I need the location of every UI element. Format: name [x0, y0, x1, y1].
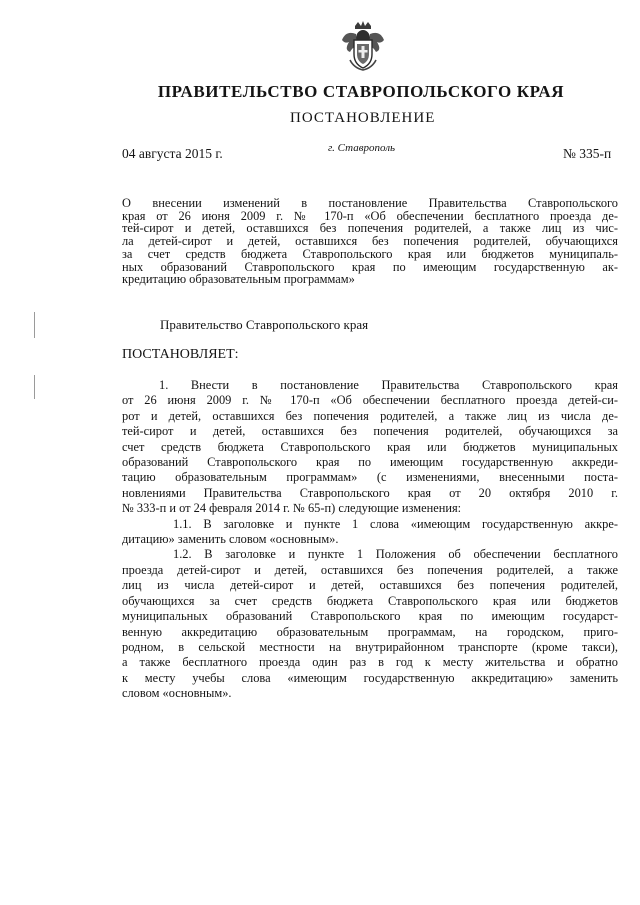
subject-line: за счет средств бюджета Ставропольского края или бюджетов муниципаль- [122, 246, 618, 261]
body-line: 1. Внести в постановление Правительства Ставропольского края [159, 378, 618, 392]
scan-margin-mark [34, 375, 35, 399]
body-line: от 26 июня 2009 г. № 170-п «Об обеспечении бесплатного проезда детей-си- [122, 393, 618, 408]
body-line: венную аккредитацию образовательным программам, на городском, приго- [122, 624, 618, 639]
decrees-heading: ПОСТАНОВЛЯЕТ: [122, 347, 239, 362]
subject-line: ных образований Ставропольского края по имеющим государственную ак- [122, 259, 618, 274]
body-line: рот и детей, оставшихся без попечения родителей, а также лиц из числа де- [122, 408, 618, 423]
government-title: ПРАВИТЕЛЬСТВО СТАВРОПОЛЬСКОГО КРАЯ [157, 82, 565, 101]
coat-of-arms-icon [340, 20, 386, 72]
body-line: тацию образовательным программам» (с изменениями, внесенными поста- [122, 470, 618, 485]
body-line: а также бесплатного проезда один раз в год к месту жительства и обратно [122, 655, 618, 670]
document-city: г. Ставрополь [328, 142, 396, 154]
subject-line: кредитацию образовательным программам» [122, 272, 355, 287]
subject-line: О внесении изменений в постановление Правительства Ставропольского [122, 196, 618, 210]
body-line: словом «основным». [122, 686, 232, 701]
body-line: 1.1. В заголовке и пункте 1 слова «имеющим государственную аккре- [173, 516, 618, 531]
body-line: новлениями Правительства Ставропольского края от 20 октября 2010 г. [122, 485, 618, 500]
body-line: родном, в сельской местности на внутрирайонном транспорте (кроме такси), [122, 639, 618, 654]
body-line: муниципальных образований Ставропольского края по имеющим государст- [122, 609, 618, 624]
body-line: к месту учебы слова «имеющим государственную аккредитацию» заменить [122, 670, 618, 685]
body-line: № 333-п и от 24 февраля 2014 г. № 65-п) следующие изменения: [122, 501, 462, 516]
document-type: ПОСТАНОВЛЕНИЕ [290, 110, 436, 126]
decree-body [122, 378, 618, 702]
body-line: проезда детей-сирот и детей, оставшихся без попечения родителей, а также [122, 562, 618, 577]
issuing-body: Правительство Ставропольского края [160, 317, 369, 332]
document-number: № 335-п [563, 146, 612, 161]
scan-margin-mark [34, 312, 35, 338]
body-line: 1.2. В заголовке и пункте 1 Положения об обеспечении бесплатного [173, 547, 618, 562]
body-line: тей-сирот и детей, оставшихся без попечения родителей, обучающихся за [122, 424, 618, 439]
document-subject [122, 197, 618, 286]
subject-line: края от 26 июня 2009 г. № 170-п «Об обеспечении бесплатного проезда де- [122, 208, 618, 223]
subject-line: тей-сирот и детей, оставшихся без попечения родителей, а также лиц из чис- [122, 221, 618, 236]
subject-line: ла детей-сирот и детей, оставшихся без попечения родителей, обучающихся [122, 234, 618, 249]
body-line: образований Ставропольского края по имеющим государственную аккреди- [122, 455, 618, 470]
body-line: счет средств бюджета Ставропольского края или бюджетов муниципальных [122, 439, 618, 454]
document-date: 04 августа 2015 г. [122, 146, 223, 161]
body-line: дитацию» заменить словом «основным». [122, 532, 339, 547]
body-line: обучающихся за счет средств бюджета Ставропольского края или бюджетов [122, 593, 618, 608]
body-line: лиц из числа детей-сирот и детей, оставшихся без попечения родителей, [122, 578, 618, 593]
